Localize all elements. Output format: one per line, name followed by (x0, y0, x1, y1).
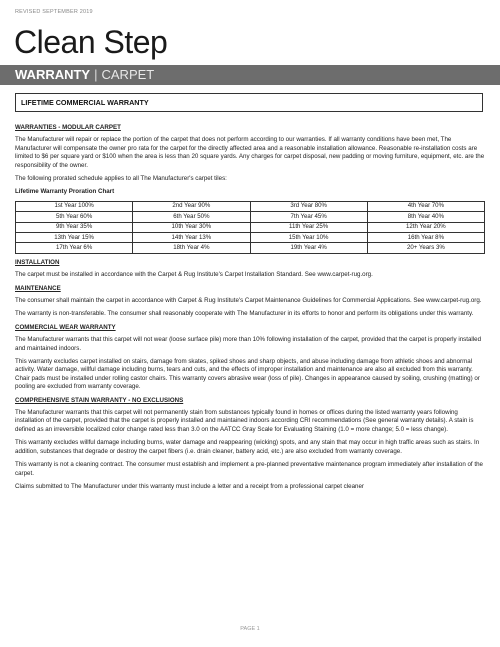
brand-title: Clean Step (14, 24, 168, 60)
banner-text (15, 67, 154, 83)
table-cell: 14th Year 13% (133, 233, 250, 243)
stain-paragraph-4: Claims submitted to The Manufacturer under this warranty must include a letter and a receipt from a professional carpet cleaner (15, 482, 364, 490)
table-cell: 4th Year 70% (367, 201, 484, 211)
wear-paragraph-1: The Manufacturer warrants that this carpet will not wear (loose surface pile) more than 10% following installation of the carpet, provided that the carpet is properly installed and maintained indoors. (15, 336, 482, 352)
table-row (16, 222, 485, 232)
table-row (16, 233, 485, 243)
table-row (16, 201, 485, 211)
table-cell: 5th Year 60% (16, 212, 133, 222)
table-cell: 8th Year 40% (367, 212, 484, 222)
installation-heading: INSTALLATION (15, 258, 60, 266)
section-title: LIFETIME COMMERCIAL WARRANTY (21, 98, 149, 107)
stain-paragraph-1: The Manufacturer warrants that this carpet will not permanently stain from substances typically found in homes or offices during the listed warranty years following installation of the carpet, provided that the carpet is properly installed and maintained indoors according CRI recommendations (See general warranty details). A stain is defined as an irreversible localized color change rated less than 3.0 on the AATCC Gray Scale for Evaluating Staining (1.0 = more change; 5.0 = less change). (15, 409, 474, 433)
document-body (15, 124, 485, 496)
table-cell: 13th Year 15% (16, 233, 133, 243)
table-cell: 17th Year 6% (16, 243, 133, 253)
banner-title: WARRANTY (15, 67, 91, 82)
modular-paragraph-2: The following prorated schedule applies to all The Manufacturer's carpet tiles: (15, 175, 227, 183)
page-number: PAGE 1 (240, 626, 260, 632)
table-row (16, 243, 485, 253)
modular-paragraph-1: The Manufacturer will repair or replace the portion of the carpet that does not perform according to our warranties. If all warranty conditions have been met, The Manufacturer will compensate the owner pro rata for the carpet for the directly affected area and a reasonable installation allowance. Reasonable re-installation costs are limited to $6 per square yard or $100 when the area is less than 20 square yards. Any charges for carpet disposal, new padding or moving furniture, equipment, etc. are the responsibility of the owner. (15, 136, 485, 169)
maintenance-paragraph-2: The warranty is non-transferable. The consumer shall reasonably cooperate with The Manufacturer in its efforts to honor and perform its obligations under this warranty. (15, 310, 474, 318)
revision-date: REVISED SEPTEMBER 2019 (15, 9, 93, 15)
wear-heading: COMMERCIAL WEAR WARRANTY (15, 323, 116, 331)
installation-paragraph: The carpet must be installed in accordance with the Carpet & Rug Institute's Carpet Installation Standard. See www.carpet-rug.org. (15, 271, 373, 279)
table-cell: 19th Year 4% (250, 243, 367, 253)
table-cell: 1st Year 100% (16, 201, 133, 211)
table-cell: 2nd Year 90% (133, 201, 250, 211)
section-title-box (15, 93, 483, 112)
stain-heading: COMPREHENSIVE STAIN WARRANTY - NO EXCLUSIONS (15, 396, 184, 404)
table-cell: 16th Year 8% (367, 233, 484, 243)
proration-table (15, 201, 485, 254)
warranty-banner (0, 65, 500, 85)
stain-paragraph-3: This warranty is not a cleaning contract. The consumer must establish and implement a pre-planned preventative maintenance program immediately after installation of the carpet. (15, 461, 483, 477)
banner-subtitle: CARPET (101, 67, 155, 82)
table-cell: 12th Year 20% (367, 222, 484, 232)
wear-paragraph-2: This warranty excludes carpet installed on stairs, damage from skates, spiked shoes and sharp objects, and abuse including damage from athletic shoes and abnormal activity. Water damage, willful damage including burns, tears and cuts, and the effects of improper installation and maintenance are also all excluded from this warranty. Chair pads must be installed under rolling castor chairs. This warranty covers abrasive wear (loss of pile). Changes in appearance caused by soiling, crushing (matting) or pooling are excluded from warranty coverage. (15, 358, 480, 391)
table-cell: 20+ Years 3% (367, 243, 484, 253)
table-row (16, 212, 485, 222)
maintenance-paragraph-1: The consumer shall maintain the carpet in accordance with Carpet & Rug Institute's Carpet Maintenance Guidelines for Commercial Applications. See www.carpet-rug.org. (15, 297, 482, 305)
table-cell: 7th Year 45% (250, 212, 367, 222)
maintenance-heading: MAINTENANCE (15, 284, 61, 292)
table-cell: 15th Year 10% (250, 233, 367, 243)
modular-heading: WARRANTIES - MODULAR CARPET (15, 124, 121, 131)
table-cell: 9th Year 35% (16, 222, 133, 232)
proration-chart-title: Lifetime Warranty Proration Chart (15, 188, 115, 196)
stain-paragraph-2: This warranty excludes willful damage including burns, water damage and reappearing (wicking) spots, and any stain that may occur in high traffic areas such as stairs. In addition, substances that degrade or destroy the carpet fibers (i.e. drain cleaner, battery acid, etc.) are also excluded from warranty coverage. (15, 439, 480, 455)
table-cell: 10th Year 30% (133, 222, 250, 232)
table-cell: 11th Year 25% (250, 222, 367, 232)
table-cell: 18th Year 4% (133, 243, 250, 253)
banner-separator: | (94, 67, 98, 82)
table-cell: 6th Year 50% (133, 212, 250, 222)
table-cell: 3rd Year 80% (250, 201, 367, 211)
